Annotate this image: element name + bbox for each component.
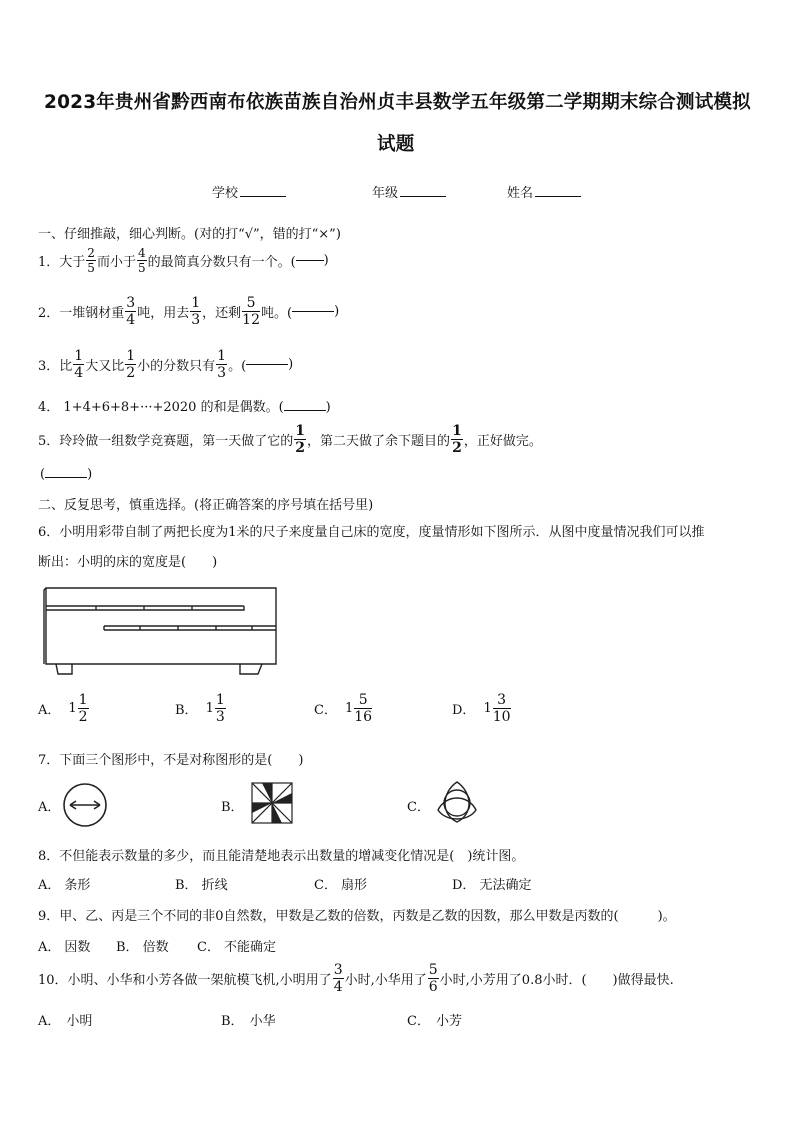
q8-option-d-letter: D． [452, 878, 476, 893]
q6-option-a-fraction: $\frac{1}{2}$ [78, 692, 88, 725]
q10-option-b[interactable] [221, 1010, 276, 1029]
q6-option-b-fraction: $\frac{1}{3}$ [215, 692, 225, 725]
q6-option-a[interactable] [38, 693, 90, 724]
q9-option-a-letter: A． [38, 940, 61, 955]
q2-fraction-1: $\frac{3}{4}$ [126, 295, 136, 328]
q10-option-b-letter: B． [221, 1014, 244, 1029]
q6-option-c[interactable] [314, 693, 373, 724]
q5-paren-open: ( [40, 467, 46, 482]
q1-answer-blank[interactable] [296, 260, 324, 261]
q4-expression: 1+4+6+8+···+2020 [63, 400, 197, 415]
q10-option-a[interactable] [38, 1010, 92, 1029]
q3-text-b: 大又比 [85, 359, 125, 374]
q6-option-d-letter: D． [452, 703, 476, 718]
circle-arrow-icon [62, 782, 108, 828]
q9-option-b-letter: B． [116, 940, 139, 955]
q7-option-b-letter[interactable]: B． [221, 800, 244, 815]
q3-answer-blank[interactable] [246, 364, 288, 365]
q3-text-d: 。( [228, 359, 247, 374]
school-blank[interactable] [240, 196, 286, 197]
q6-option-c-whole: 1 [344, 701, 354, 716]
q6-option-d[interactable] [452, 693, 512, 724]
q8-option-a-label: 条形 [64, 878, 91, 893]
q9-option-b-label: 倍数 [142, 940, 169, 955]
q5-fraction-2: $\frac{1}{2}$ [452, 423, 462, 456]
q5-paren-close: ) [87, 467, 93, 482]
q10-text-b: 小时,小华用了 [344, 973, 427, 988]
question-10 [38, 963, 674, 994]
q4-answer-blank[interactable] [284, 410, 326, 411]
q5-fraction-1: $\frac{1}{2}$ [295, 423, 306, 456]
grade-label: 年级 [372, 186, 399, 201]
q2-fraction-3: $\frac{5}{12}$ [242, 295, 260, 328]
q6-option-b[interactable] [175, 693, 227, 724]
q10-option-a-label: 小明 [66, 1014, 93, 1029]
q6-text-line2: 断出：小明的床的宽度是( ) [38, 555, 218, 570]
q3-text-a: 比 [59, 359, 73, 374]
q10-text-a: 10．小明、小华和小芳各做一架航模飞机,小明用了 [38, 973, 332, 988]
q5-number: 5． [38, 434, 60, 449]
q9-option-b[interactable] [116, 936, 169, 955]
q6-option-c-fraction: $\frac{5}{16}$ [354, 692, 373, 725]
q5-text-a: 玲玲做一组数学竞赛题，第一天做了它的 [59, 434, 294, 449]
grade-field [372, 182, 446, 201]
name-field [507, 182, 581, 201]
q2-text-b: 吨，用去 [137, 306, 190, 321]
q10-option-a-letter: A． [38, 1014, 61, 1029]
q3-fraction-2: $\frac{1}{2}$ [126, 348, 136, 381]
school-label: 学校 [212, 186, 239, 201]
q2-text-d: 吨。( [261, 306, 293, 321]
q2-fraction-2: $\frac{1}{3}$ [191, 295, 201, 328]
school-field [212, 182, 286, 201]
q5-answer-blank[interactable] [45, 477, 87, 478]
q10-fraction-1: $\frac{3}{4}$ [333, 962, 343, 995]
question-3 [38, 349, 293, 380]
q10-option-c-label: 小芳 [435, 1014, 462, 1029]
pinwheel-icon [250, 781, 294, 825]
name-label: 姓名 [507, 186, 534, 201]
q6-option-d-fraction: $\frac{3}{10}$ [492, 692, 511, 725]
q2-number: 2． [38, 306, 60, 321]
q4-number: 4． [38, 400, 60, 415]
q3-number: 3． [38, 359, 60, 374]
q10-text-c: 小时,小芳用了0.8小时．( )做得最快. [439, 973, 674, 988]
q8-option-b[interactable] [175, 874, 228, 893]
q7-option-c-letter[interactable]: C． [407, 800, 430, 815]
q1-text-b: 而小于 [96, 255, 136, 270]
q9-option-a-label: 因数 [64, 940, 91, 955]
name-blank[interactable] [535, 196, 581, 197]
grade-blank[interactable] [400, 196, 446, 197]
page-title: 2023年贵州省黔西南布依族苗族自治州贞丰县数学五年级第二学期期末综合测试模拟 [44, 92, 751, 113]
trefoil-knot-icon [432, 778, 482, 826]
q8-option-d-label: 无法确定 [479, 878, 532, 893]
page-title-line2: 试题 [377, 134, 415, 155]
q2-text-c: ，还剩 [202, 306, 242, 321]
q2-answer-blank[interactable] [292, 311, 334, 312]
question-2 [38, 296, 339, 327]
q6-text-line1: 6．小明用彩带自制了两把长度为1米的尺子来度量自己床的宽度，度量情形如下图所示．从图中度量情况我们可以推 [38, 525, 705, 540]
q9-option-c-label: 不能确定 [223, 940, 276, 955]
q1-number: 1． [38, 255, 60, 270]
q8-option-a[interactable] [38, 874, 90, 893]
q10-fraction-2: $\frac{5}{6}$ [428, 962, 438, 995]
question-4 [38, 396, 331, 415]
q5-answer [40, 467, 92, 482]
q1-text-c: 的最简真分数只有一个。( [147, 255, 296, 270]
q8-option-c-letter: C． [314, 878, 337, 893]
q7-option-a-letter[interactable]: A． [38, 800, 61, 815]
q6-option-a-whole: 1 [68, 701, 77, 716]
q3-fraction-3: $\frac{1}{3}$ [217, 348, 227, 381]
q3-fraction-1: $\frac{1}{4}$ [74, 348, 84, 381]
q4-paren-close: ) [325, 400, 331, 415]
q6-option-c-letter: C． [314, 703, 337, 718]
q6-option-d-whole: 1 [483, 701, 492, 716]
q2-text-a: 一堆钢材重 [59, 306, 125, 321]
q6-option-a-letter: A． [38, 703, 61, 718]
q8-option-a-letter: A． [38, 878, 61, 893]
q1-fraction-1: $\frac{2}{5}$ [87, 246, 95, 275]
q9-option-c[interactable] [197, 936, 276, 955]
q9-option-a[interactable] [38, 936, 90, 955]
q10-option-c[interactable] [407, 1010, 462, 1029]
q6-option-b-letter: B． [175, 703, 198, 718]
q5-text-b: ，第二天做了余下题目的 [307, 434, 451, 449]
q9-option-c-letter: C． [197, 940, 220, 955]
bed-ruler-figure [40, 584, 280, 676]
q10-option-c-letter: C． [407, 1014, 430, 1029]
q8-option-d[interactable] [452, 874, 531, 893]
q8-text: 8．不但能表示数量的多少，而且能清楚地表示出数量的增减变化情况是( )统计图。 [38, 849, 525, 864]
q9-text: 9．甲、乙、丙是三个不同的非0自然数，甲数是乙数的倍数，丙数是乙数的因数，那么甲数是丙数的( )。 [38, 909, 676, 924]
q4-text-a: 的和是偶数。( [200, 400, 284, 415]
q10-option-b-label: 小华 [249, 1014, 276, 1029]
q8-option-b-label: 折线 [201, 878, 228, 893]
q8-option-c-label: 扇形 [340, 878, 367, 893]
question-1 [38, 247, 329, 274]
section1-heading: 一、仔细推敲，细心判断。(对的打“√”，错的打“×”) [38, 227, 341, 242]
q8-option-c[interactable] [314, 874, 367, 893]
q3-text-c: 小的分数只有 [137, 359, 216, 374]
q5-text-c: ，正好做完。 [463, 434, 542, 449]
q1-fraction-2: $\frac{4}{5}$ [137, 246, 146, 275]
q7-text: 7．下面三个图形中，不是对称图形的是( ) [38, 753, 304, 768]
q1-paren-close: ) [323, 253, 329, 268]
q3-paren-close: ) [288, 357, 294, 372]
q8-option-b-letter: B． [175, 878, 198, 893]
q2-paren-close: ) [334, 304, 340, 319]
q1-text-a: 大于 [59, 255, 86, 270]
section2-heading: 二、反复思考，慎重选择。(将正确答案的序号填在括号里) [38, 498, 374, 513]
q6-option-b-whole: 1 [205, 701, 214, 716]
question-5 [38, 424, 542, 455]
